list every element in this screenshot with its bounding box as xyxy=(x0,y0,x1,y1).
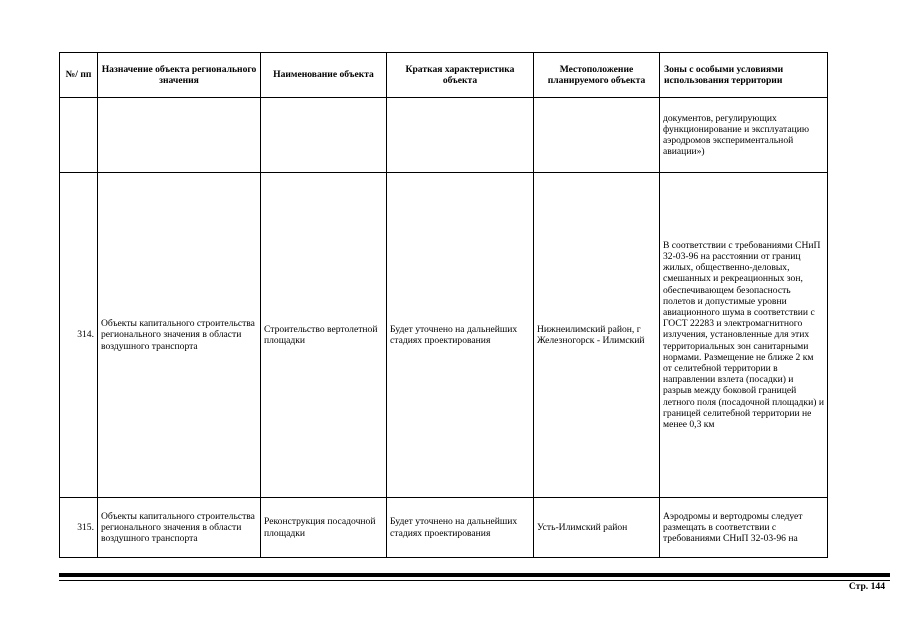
cell-purpose: Объекты капитального строительства регионального значения в области воздушного транспорта xyxy=(98,498,261,558)
table-row xyxy=(60,498,828,558)
cell-location xyxy=(534,98,660,173)
cell-characteristics: Будет уточнено на дальнейших стадиях проектирования xyxy=(387,498,534,558)
cell-purpose: Объекты капитального строительства регионального значения в области воздушного транспорта xyxy=(98,173,261,498)
header-zones: Зоны с особыми условиями использования территории xyxy=(660,53,828,98)
header-characteristics: Краткая характеристика объекта xyxy=(387,53,534,98)
cell-location: Нижнеилимский район, г Железногорск - Илимский xyxy=(534,173,660,498)
header-num: №/ пп xyxy=(60,53,98,98)
header-purpose: Назначение объекта регионального значения xyxy=(98,53,261,98)
cell-characteristics xyxy=(387,98,534,173)
footer-rule-thick xyxy=(59,573,890,577)
header-name: Наименование объекта xyxy=(261,53,387,98)
regional-objects-table xyxy=(59,52,828,558)
cell-zones: Аэродромы и вертодромы следует размещать в соответствии с требованиями СНиП 32-03-96 на xyxy=(660,498,828,558)
page-number: Стр. 144 xyxy=(848,581,885,592)
cell-name: Строительство вертолетной площадки xyxy=(261,173,387,498)
cell-name xyxy=(261,98,387,173)
cell-num xyxy=(60,98,98,173)
cell-zones: В соответствии с требованиями СНиП 32-03-96 на расстоянии от границ жилых, общественно-деловых, смешанных и рекреационных зон, обеспечивающем безопасность полетов и допустимые уровни авиационного шума в соответствии с ГОСТ 22283 и электромагнитного излучения, установленные для этих территориальных зон санитарными нормами. Размещение не ближе 2 км от селитебной территории в направлении взлета (посадки) и разрыв между боковой границей летного поля (посадочной площадки) и границей селитебной территории не менее 0,3 км xyxy=(660,173,828,498)
cell-characteristics: Будет уточнено на дальнейших стадиях проектирования xyxy=(387,173,534,498)
table-row-continuation xyxy=(60,98,828,173)
cell-purpose xyxy=(98,98,261,173)
footer-rule-thin xyxy=(59,580,890,581)
cell-location: Усть-Илимский район xyxy=(534,498,660,558)
cell-num: 315. xyxy=(60,498,98,558)
table-header-row xyxy=(60,53,828,98)
cell-name: Реконструкция посадочной площадки xyxy=(261,498,387,558)
cell-num: 314. xyxy=(60,173,98,498)
table-row xyxy=(60,173,828,498)
header-location: Местоположение планируемого объекта xyxy=(534,53,660,98)
cell-zones: документов, регулирующих функционирование и эксплуатацию аэродромов экспериментальной авиации») xyxy=(660,98,828,173)
